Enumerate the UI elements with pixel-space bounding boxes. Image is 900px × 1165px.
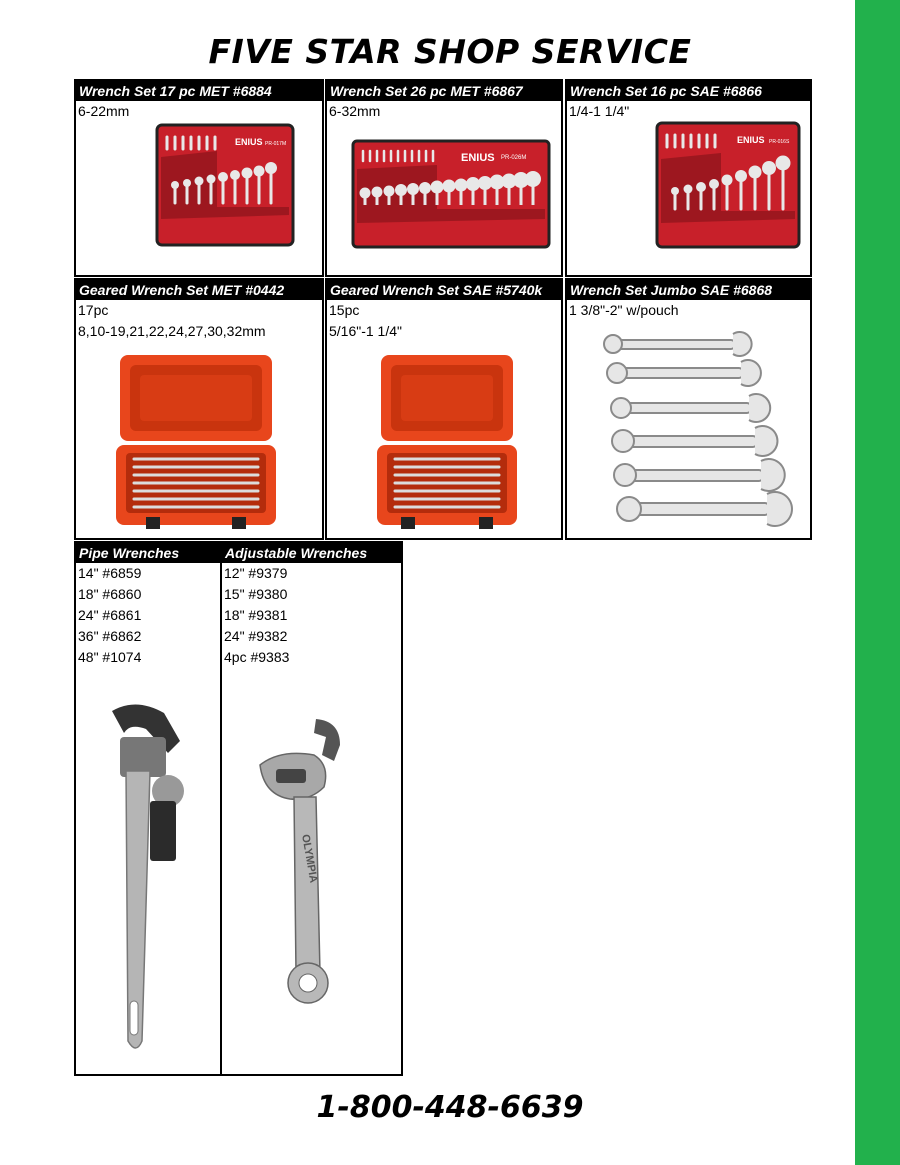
- wrench-engraving: OLYMPIA: [299, 833, 320, 884]
- wrench-pouch-image: [155, 123, 295, 249]
- product-wrench-set-17pc: [74, 79, 324, 277]
- product-spec: 6-22mm: [78, 103, 130, 119]
- phone-number: 1-800-448-6639: [316, 1090, 584, 1125]
- product-wrench-set-16pc: [565, 79, 812, 277]
- product-geared-wrench-sae: [325, 278, 563, 540]
- product-spec: 6-32mm: [329, 103, 381, 119]
- svg-text:PR-016S: PR-016S: [769, 139, 790, 145]
- geared-wrench-case-image: [377, 353, 517, 533]
- product-header: Geared Wrench Set SAE #5740k: [327, 280, 561, 300]
- wrench-pouch-image: [655, 121, 801, 251]
- brand-logo: ENIUS: [461, 152, 495, 164]
- brand-logo: ENIUS: [235, 137, 263, 147]
- product-header: Wrench Set 26 pc MET #6867: [327, 81, 561, 101]
- product-header: Wrench Set 16 pc SAE #6866: [567, 81, 810, 101]
- svg-text:PR-026M: PR-026M: [501, 155, 527, 161]
- product-wrench-set-26pc: [325, 79, 563, 277]
- product-spec: 1 3/8"-2" w/pouch: [569, 302, 679, 318]
- product-header: Wrench Set 17 pc MET #6884: [76, 81, 322, 101]
- product-header: Pipe Wrenches: [76, 543, 220, 563]
- list-item: 4pc #9383: [224, 649, 290, 665]
- product-pipe-wrenches: [74, 541, 222, 1076]
- green-side-bar: [855, 0, 900, 1165]
- page-title: FIVE STAR SHOP SERVICE: [208, 32, 692, 71]
- product-size-range: 8,10-19,21,22,24,27,30,32mm: [78, 323, 266, 339]
- list-item: 14" #6859: [78, 565, 142, 581]
- list-item: 24" #6861: [78, 607, 142, 623]
- product-spec: 17pc: [78, 302, 109, 318]
- list-item: 48" #1074: [78, 649, 142, 665]
- product-geared-wrench-met: [74, 278, 324, 540]
- list-item: 36" #6862: [78, 628, 142, 644]
- brand-logo: ENIUS: [737, 135, 765, 145]
- product-spec: 15pc: [329, 302, 360, 318]
- adjustable-wrench-image: [250, 715, 370, 1015]
- wrench-pouch-image: [351, 139, 551, 251]
- svg-text:PR-017M: PR-017M: [265, 141, 287, 147]
- product-adjustable-wrenches: [220, 541, 403, 1076]
- list-item: 18" #9381: [224, 607, 288, 623]
- pipe-wrench-image: [106, 701, 196, 1061]
- product-size-range: 5/16"-1 1/4": [329, 323, 402, 339]
- list-item: 18" #6860: [78, 586, 142, 602]
- list-item: 12" #9379: [224, 565, 288, 581]
- geared-wrench-case-image: [116, 353, 276, 533]
- list-item: 24" #9382: [224, 628, 288, 644]
- product-header: Geared Wrench Set MET #0442: [76, 280, 322, 300]
- product-jumbo-wrench-set: [565, 278, 812, 540]
- jumbo-wrenches-image: [597, 328, 797, 528]
- product-header: Wrench Set Jumbo SAE #6868: [567, 280, 810, 300]
- list-item: 15" #9380: [224, 586, 288, 602]
- product-header: Adjustable Wrenches: [222, 543, 401, 563]
- product-spec: 1/4-1 1/4": [569, 103, 630, 119]
